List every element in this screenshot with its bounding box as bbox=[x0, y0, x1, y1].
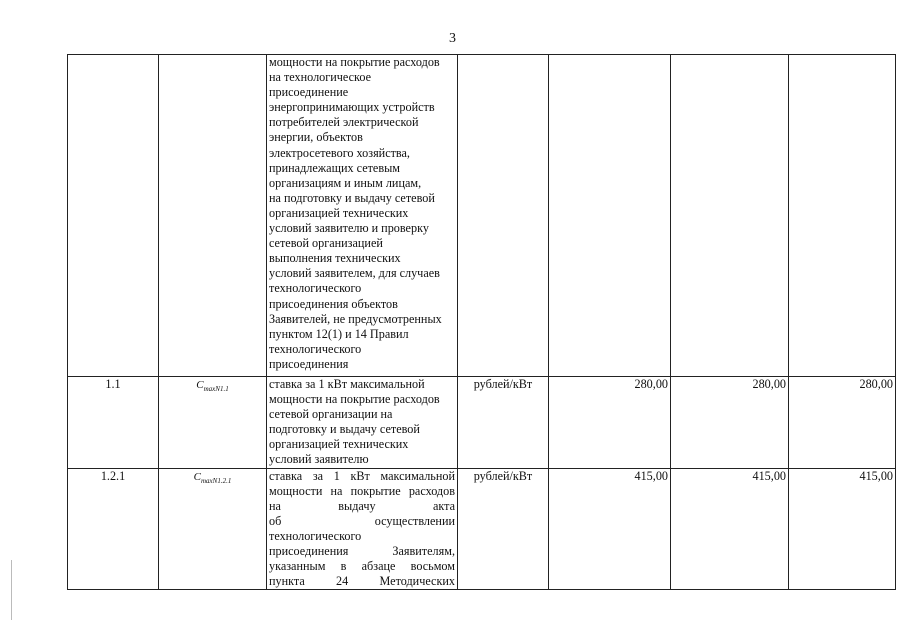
description-cell bbox=[267, 468, 458, 590]
value-cell: 280,00 bbox=[671, 377, 789, 469]
description-line: ставка за 1 кВт максимальной bbox=[269, 468, 455, 483]
table-row bbox=[68, 468, 896, 590]
unit-cell bbox=[458, 55, 549, 377]
value-cell bbox=[671, 55, 789, 377]
description-line: сетевой организации на bbox=[269, 407, 393, 422]
description-line: присоединения Заявителям, bbox=[269, 544, 455, 559]
description-line: организацией технических bbox=[269, 437, 409, 452]
description-line: технологического bbox=[269, 281, 362, 296]
symbol-cell bbox=[159, 55, 267, 377]
description-line: ставка за 1 кВт максимальной bbox=[269, 377, 425, 391]
description-line: выполнения технических bbox=[269, 251, 401, 266]
page-number: 3 bbox=[449, 31, 456, 46]
description-line: сетевой организацией bbox=[269, 236, 383, 251]
value-cell: 415,00 bbox=[789, 468, 896, 590]
tariff-table bbox=[67, 54, 896, 590]
scan-edge-mark bbox=[11, 560, 12, 620]
description-line: организацией технических bbox=[269, 205, 409, 220]
unit-cell: рублей/кВт bbox=[458, 377, 549, 469]
description-line: мощности на покрытие расходов bbox=[269, 483, 455, 498]
description-line: мощности на покрытие расходов bbox=[269, 392, 440, 407]
description-line: электросетевого хозяйства, bbox=[269, 145, 410, 160]
description-line: принадлежащих сетевым bbox=[269, 160, 400, 175]
description-line: условий заявителю bbox=[269, 452, 369, 467]
description-line: на подготовку и выдачу сетевой bbox=[269, 190, 435, 205]
description-line: энергопринимающих устройств bbox=[269, 100, 435, 115]
description-line: организациям и иным лицам, bbox=[269, 175, 422, 190]
description-line: на выдачу акта bbox=[269, 498, 455, 513]
description-line: присоединения bbox=[269, 356, 349, 371]
value-cell: 415,00 bbox=[671, 468, 789, 590]
row-number-cell: 1.2.1 bbox=[68, 468, 159, 590]
value-cell bbox=[549, 55, 671, 377]
rate-symbol: $C_{maxN1.1}$ bbox=[196, 379, 229, 394]
description-line: пункта 24 Методических bbox=[269, 574, 455, 589]
description-line: подготовку и выдачу сетевой bbox=[269, 422, 420, 437]
description-line: Заявителей, не предусмотренных bbox=[269, 311, 442, 326]
value-cell: 415,00 bbox=[549, 468, 671, 590]
description-line: потребителей электрической bbox=[269, 115, 419, 130]
row-number-cell bbox=[68, 55, 159, 377]
description-line: присоединение bbox=[269, 85, 349, 100]
description-line: технологического bbox=[269, 528, 362, 543]
value-cell bbox=[789, 55, 896, 377]
table-row bbox=[68, 55, 896, 377]
symbol-cell bbox=[159, 377, 267, 469]
description-line: условий заявителем, для случаев bbox=[269, 266, 440, 281]
row-number-cell: 1.1 bbox=[68, 377, 159, 469]
description-line: присоединения объектов bbox=[269, 296, 398, 311]
description-line: на технологическое bbox=[269, 70, 372, 85]
rate-symbol: $C_{maxN1.2.1}$ bbox=[193, 470, 232, 485]
description-cell bbox=[267, 377, 458, 469]
symbol-cell bbox=[159, 468, 267, 590]
unit-cell: рублей/кВт bbox=[458, 468, 549, 590]
description-line: пунктом 12(1) и 14 Правил bbox=[269, 326, 409, 341]
value-cell: 280,00 bbox=[789, 377, 896, 469]
description-line: технологического bbox=[269, 341, 362, 356]
description-line: энергии, объектов bbox=[269, 130, 363, 145]
description-line: указанным в абзаце восьмом bbox=[269, 559, 455, 574]
description-line: об осуществлении bbox=[269, 513, 455, 528]
description-cell bbox=[267, 55, 458, 377]
description-line: условий заявителю и проверку bbox=[269, 221, 429, 236]
value-cell: 280,00 bbox=[549, 377, 671, 469]
description-line: мощности на покрытие расходов bbox=[269, 55, 440, 69]
table-row bbox=[68, 377, 896, 469]
